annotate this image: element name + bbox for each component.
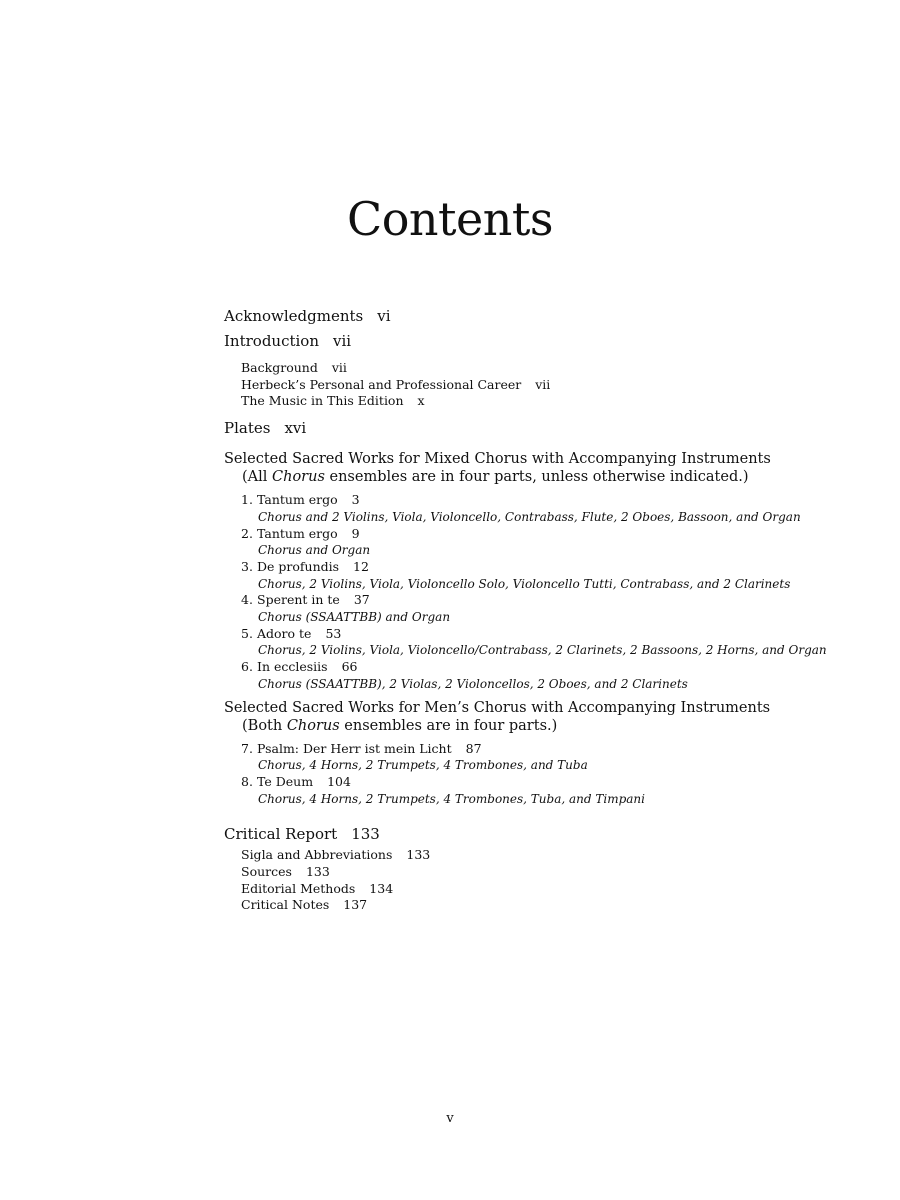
toc-subentry-sigla[interactable] [224, 847, 864, 864]
work-entry[interactable] [224, 774, 864, 791]
note-text: (All [242, 469, 273, 486]
work-page: 87 [465, 740, 482, 756]
toc-entry-critical-report[interactable] [224, 822, 864, 847]
toc-entry-acknowledgments[interactable] [224, 304, 864, 329]
work-title: In ecclesiis [257, 659, 328, 675]
note-emphasis: Chorus [286, 717, 340, 734]
subentry-page: 134 [369, 880, 394, 896]
subentry-page: x [417, 393, 425, 409]
subentry-page: vii [535, 376, 551, 392]
page-title: Contents [347, 192, 553, 246]
work-title: Te Deum [257, 773, 314, 789]
note-text: ensembles are in four parts.) [339, 717, 558, 734]
note-emphasis: Chorus [272, 469, 325, 486]
section-heading-mixed-chorus: Selected Sacred Works for Mixed Chorus with Accompanying Instruments [224, 451, 771, 468]
work-title: Sperent in te [257, 592, 340, 608]
work-title: Tantum ergo [257, 492, 338, 508]
subentry-page: 133 [406, 847, 431, 863]
toc-subentry-career[interactable] [224, 377, 864, 394]
note-text: ensembles are in four parts, unless otherwise indicated.) [324, 469, 749, 486]
section-note-mixed-chorus [224, 468, 864, 486]
work-page: 3 [351, 492, 360, 508]
toc-subentry-editorial-methods[interactable] [224, 881, 864, 898]
subentry-page: 133 [305, 864, 330, 880]
work-scoring: Chorus (SSAATTBB) and Organ [258, 610, 451, 625]
subentry-label: Herbeck’s Personal and Professional Career [241, 376, 522, 392]
work-scoring: Chorus, 4 Horns, 2 Trumpets, 4 Trombones, and Tuba [258, 758, 588, 773]
section-heading-mens-chorus: Selected Sacred Works for Men’s Chorus with Accompanying Instruments [224, 699, 771, 716]
work-number: 1. [241, 492, 253, 508]
work-entry[interactable] [224, 659, 864, 676]
entry-page: 133 [351, 825, 380, 844]
section-note-mens-chorus [224, 717, 864, 735]
subentry-label: The Music in This Edition [241, 393, 404, 409]
work-page: 104 [327, 773, 351, 789]
work-page: 66 [341, 659, 358, 675]
work-entry[interactable] [224, 559, 864, 576]
toc-entry-plates[interactable] [224, 416, 864, 441]
toc-entry-introduction[interactable] [224, 329, 864, 354]
work-page: 53 [325, 625, 342, 641]
work-number: 8. [241, 773, 253, 789]
work-number: 6. [241, 659, 253, 675]
toc-subentry-critical-notes[interactable] [224, 897, 864, 914]
work-number: 4. [241, 592, 253, 608]
subentry-label: Critical Notes [241, 897, 330, 913]
work-title: De profundis [257, 558, 340, 574]
work-title: Tantum ergo [257, 525, 338, 541]
work-entry[interactable] [224, 492, 864, 509]
work-page: 37 [353, 592, 370, 608]
work-page: 12 [353, 558, 369, 574]
work-scoring: Chorus and Organ [258, 543, 371, 558]
entry-label: Acknowledgments [224, 307, 364, 325]
work-page: 9 [351, 525, 360, 541]
entry-page: xvi [284, 419, 307, 438]
work-number: 2. [241, 525, 253, 541]
entry-label: Critical Report [224, 825, 338, 844]
work-number: 5. [241, 625, 253, 641]
subentry-label: Sources [241, 864, 292, 880]
entry-page: vii [333, 332, 352, 350]
work-title: Psalm: Der Herr ist mein Licht [257, 740, 452, 756]
entry-page: vi [377, 307, 391, 325]
subentry-label: Sigla and Abbreviations [241, 847, 393, 863]
work-scoring: Chorus (SSAATTBB), 2 Violas, 2 Violoncellos, 2 Oboes, and 2 Clarinets [258, 676, 688, 691]
work-entry[interactable] [224, 626, 864, 643]
subentry-label: Editorial Methods [241, 880, 356, 896]
work-scoring: Chorus, 4 Horns, 2 Trumpets, 4 Trombones, Tuba, and Timpani [258, 791, 645, 806]
page-number: v [446, 1111, 454, 1126]
table-of-contents [224, 304, 864, 914]
subentry-page: 137 [343, 897, 368, 913]
work-number: 3. [241, 558, 253, 574]
entry-label: Plates [224, 419, 271, 438]
toc-subentry-background[interactable] [224, 360, 864, 377]
work-entry[interactable] [224, 526, 864, 543]
work-scoring: Chorus, 2 Violins, Viola, Violoncello Solo, Violoncello Tutti, Contrabass, and 2 Clarinets [258, 576, 791, 591]
work-scoring: Chorus and 2 Violins, Viola, Violoncello, Contrabass, Flute, 2 Oboes, Bassoon, and Organ [258, 509, 801, 524]
note-text: (Both [242, 717, 287, 734]
work-scoring: Chorus, 2 Violins, Viola, Violoncello/Contrabass, 2 Clarinets, 2 Bassoons, 2 Horns, and Organ [258, 643, 827, 658]
work-entry[interactable] [224, 741, 864, 758]
work-number: 7. [241, 740, 253, 756]
entry-label: Introduction [224, 332, 319, 350]
work-entry[interactable] [224, 592, 864, 609]
subentry-page: vii [331, 360, 347, 375]
work-title: Adoro te [257, 625, 312, 641]
subentry-label: Background [241, 360, 318, 375]
toc-subentry-music[interactable] [224, 393, 864, 410]
toc-subentry-sources[interactable] [224, 864, 864, 881]
